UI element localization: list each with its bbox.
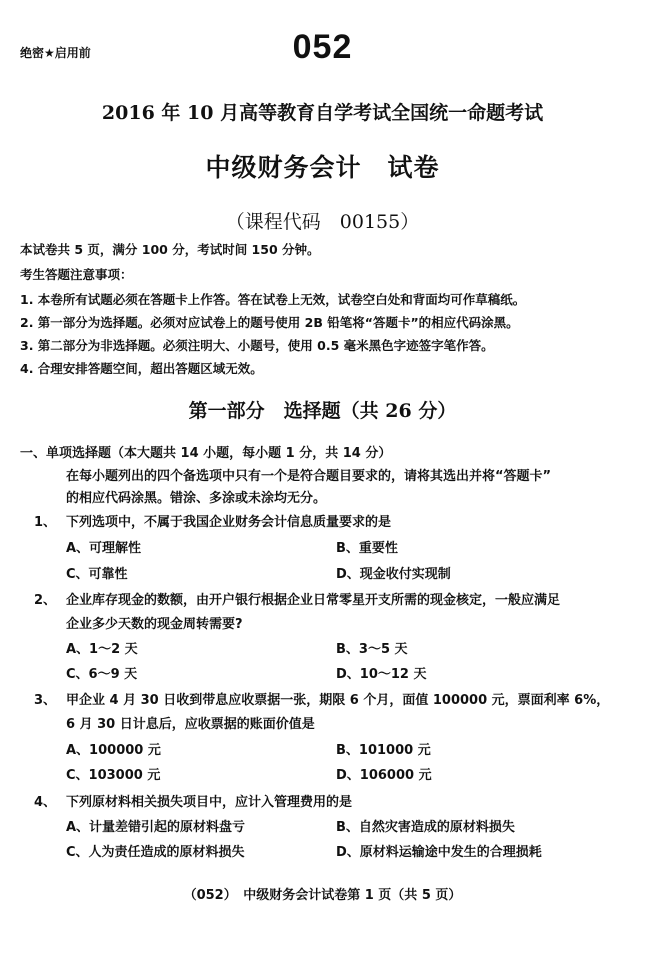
option-b: B、自然灾害造成的原材料损失: [336, 820, 515, 835]
option-a: A、可理解性: [66, 541, 142, 556]
instruction-item: 2. 第一部分为选择题。必须对应试卷上的题号使用 2B 铅笔将“答题卡”的相应代码涂黑。: [20, 315, 519, 330]
option-b: B、3～5 天: [336, 642, 408, 657]
option-c: C、可靠性: [66, 567, 128, 582]
option-c: C、人为责任造成的原材料损失: [66, 845, 245, 860]
question-number: 2、: [34, 593, 57, 608]
part-heading: 一、单项选择题（本大题共 14 小题，每小题 1 分，共 14 分）: [20, 446, 392, 461]
paper-summary: 本试卷共 5 页，满分 100 分，考试时间 150 分钟。: [20, 242, 320, 257]
exam-title: 2016 年 10 月高等教育自学考试全国统一命题考试: [101, 102, 544, 124]
confidential-label: 绝密★启用前: [20, 46, 91, 60]
instruction-item: 3. 第二部分为非选择题。必须注明大、小题号，使用 0.5 毫米黑色字迹签字笔作答。: [20, 338, 494, 353]
part-description: 的相应代码涂黑。错涂、多涂或未涂均无分。: [66, 491, 327, 506]
instructions-heading: 考生答题注意事项：: [20, 267, 133, 282]
question-number: 3、: [34, 693, 57, 708]
question-number: 4、: [34, 795, 57, 810]
option-d: D、现金收付实现制: [336, 567, 451, 582]
instruction-item: 1. 本卷所有试题必须在答题卡上作答。答在试卷上无效，试卷空白处和背面均可作草稿纸。: [20, 292, 526, 307]
option-b: B、101000 元: [336, 743, 431, 758]
option-a: A、100000 元: [66, 743, 161, 758]
paper-title: 中级财务会计 试卷: [205, 153, 440, 182]
question-text: 下列选项中，不属于我国企业财务会计信息质量要求的是: [66, 515, 392, 530]
option-d: D、原材料运输途中发生的合理损耗: [336, 845, 542, 860]
option-b: B、重要性: [336, 541, 398, 556]
part-description: 在每小题列出的四个备选项中只有一个是符合题目要求的，请将其选出并将“答题卡”: [66, 469, 552, 484]
page-footer: （052） 中级财务会计试卷第 1 页（共 5 页）: [183, 888, 462, 903]
section-title: 第一部分 选择题（共 26 分）: [188, 400, 457, 422]
question-text: 6 月 30 日计息后，应收票据的账面价值是: [66, 717, 315, 732]
option-d: D、10～12 天: [336, 667, 427, 682]
option-a: A、1～2 天: [66, 642, 138, 657]
option-d: D、106000 元: [336, 768, 432, 783]
instruction-item: 4. 合理安排答题空间，超出答题区域无效。: [20, 361, 263, 376]
option-a: A、计量差错引起的原材料盘亏: [66, 820, 246, 835]
question-number: 1、: [34, 515, 57, 530]
question-text: 企业多少天数的现金周转需要?: [66, 617, 243, 632]
course-code: （课程代码 00155）: [225, 211, 420, 233]
question-text: 下列原材料相关损失项目中，应计入管理费用的是: [66, 795, 353, 810]
subject-code: 052: [292, 28, 353, 66]
question-text: 甲企业 4 月 30 日收到带息应收票据一张，期限 6 个月，面值 100000 元，票面利率 6%，: [66, 693, 610, 708]
option-c: C、6～9 天: [66, 667, 138, 682]
question-text: 企业库存现金的数额，由开户银行根据企业日常零星开支所需的现金核定，一般应满足: [66, 593, 561, 608]
option-c: C、103000 元: [66, 768, 161, 783]
